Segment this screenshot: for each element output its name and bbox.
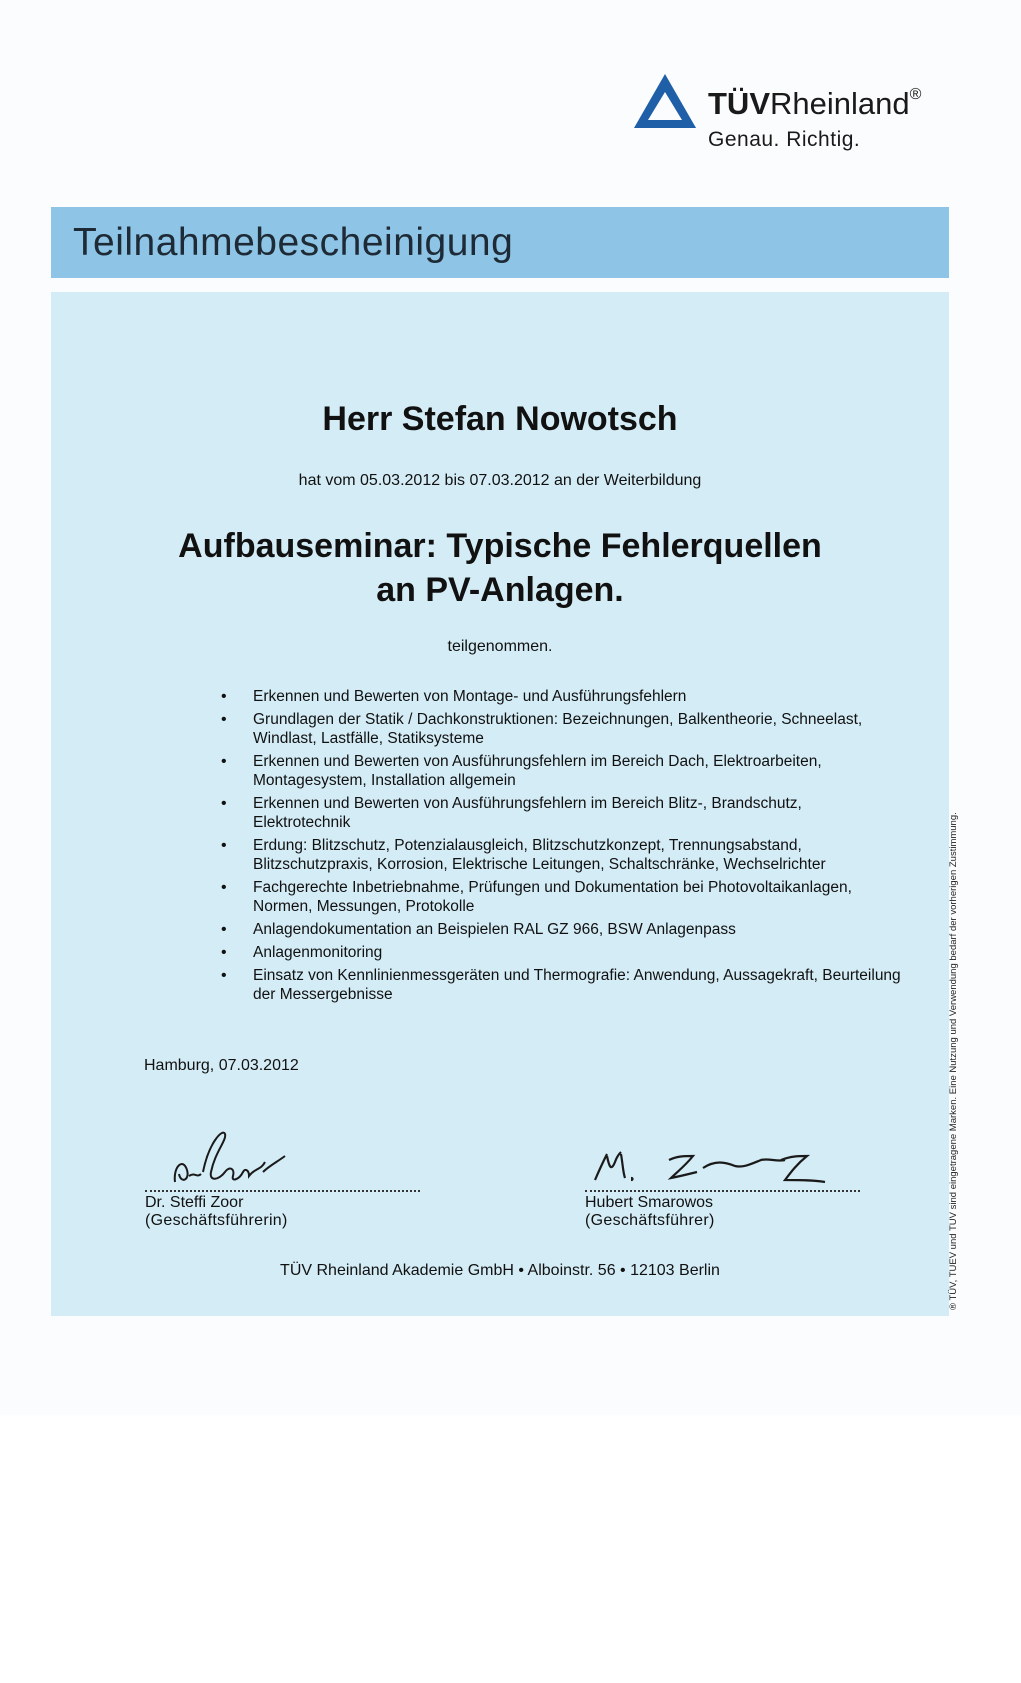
course-title-line-2: an PV-Anlagen. — [376, 571, 624, 609]
participant-name: Herr Stefan Nowotsch — [322, 400, 678, 438]
topic-item: • Erkennen und Bewerten von Ausführungsfehlern im Bereich Blitz-, Brandschutz, Elektrotechnik — [221, 794, 901, 832]
title-band — [51, 207, 949, 278]
topic-item: • Anlagenmonitoring — [221, 943, 901, 962]
signature-left-icon — [145, 1122, 305, 1190]
topic-item: • Anlagendokumentation an Beispielen RAL GZ 966, BSW Anlagenpass — [221, 920, 901, 939]
signature-right-icon — [585, 1122, 845, 1190]
topic-item: • Erkennen und Bewerten von Ausführungsfehlern im Bereich Dach, Elektroarbeiten, Montagesystem, Installation allgemein — [221, 752, 901, 790]
signature-line — [585, 1190, 860, 1192]
document-title: Teilnahmebescheinigung — [73, 221, 514, 264]
signatory-name-left: Dr. Steffi Zoor — [145, 1194, 244, 1211]
signatory-role-right: (Geschäftsführer) — [585, 1212, 715, 1229]
signatory-role-left: (Geschäftsführerin) — [145, 1212, 288, 1229]
signature-block-right — [585, 1122, 865, 1230]
topic-item: • Erdung: Blitzschutz, Potenzialausgleich, Blitzschutzkonzept, Trennungsabstand, Blitzschutzpraxis, Korrosion, Elektrische Leitungen, Schaltschränke, Wechselrichter — [221, 836, 901, 874]
trademark-note: ® TÜV, TUEV und TUV sind eingetragene Marken. Eine Nutzung und Verwendung bedarf der vorherigen Zustimmung. — [948, 812, 959, 1310]
course-title — [51, 524, 949, 612]
place-date: Hamburg, 07.03.2012 — [144, 1057, 299, 1074]
signature-line — [145, 1190, 420, 1192]
certificate-body — [51, 292, 949, 1316]
course-title-line-1: Aufbauseminar: Typische Fehlerquellen — [178, 527, 822, 565]
signature-block-left — [145, 1122, 425, 1230]
signatory-name-right: Hubert Smarowos — [585, 1194, 714, 1211]
issuer-address: TÜV Rheinland Akademie GmbH • Alboinstr. 56 • 12103 Berlin — [280, 1262, 720, 1279]
topic-list — [221, 687, 901, 1008]
tuv-logo — [632, 72, 952, 162]
topic-item: • Erkennen und Bewerten von Montage- und Ausführungsfehlern — [221, 687, 901, 706]
tuv-triangle-icon — [632, 72, 698, 132]
attended-text: teilgenommen. — [447, 638, 553, 655]
topic-item: • Grundlagen der Statik / Dachkonstruktionen: Bezeichnungen, Balkentheorie, Schneelast, Windlast, Lastfälle, Statiksysteme — [221, 710, 901, 748]
dates-line: hat vom 05.03.2012 bis 07.03.2012 an der Weiterbildung — [298, 472, 702, 489]
brand-claim: Genau. Richtig. — [708, 128, 861, 151]
topic-item: • Fachgerechte Inbetriebnahme, Prüfungen und Dokumentation bei Photovoltaikanlagen, Normen, Messungen, Protokolle — [221, 878, 901, 916]
brand-name: TÜVRheinland® — [708, 86, 922, 121]
topic-item: • Einsatz von Kennlinienmessgeräten und Thermografie: Anwendung, Aussagekraft, Beurteilung der Messergebnisse — [221, 966, 901, 1004]
